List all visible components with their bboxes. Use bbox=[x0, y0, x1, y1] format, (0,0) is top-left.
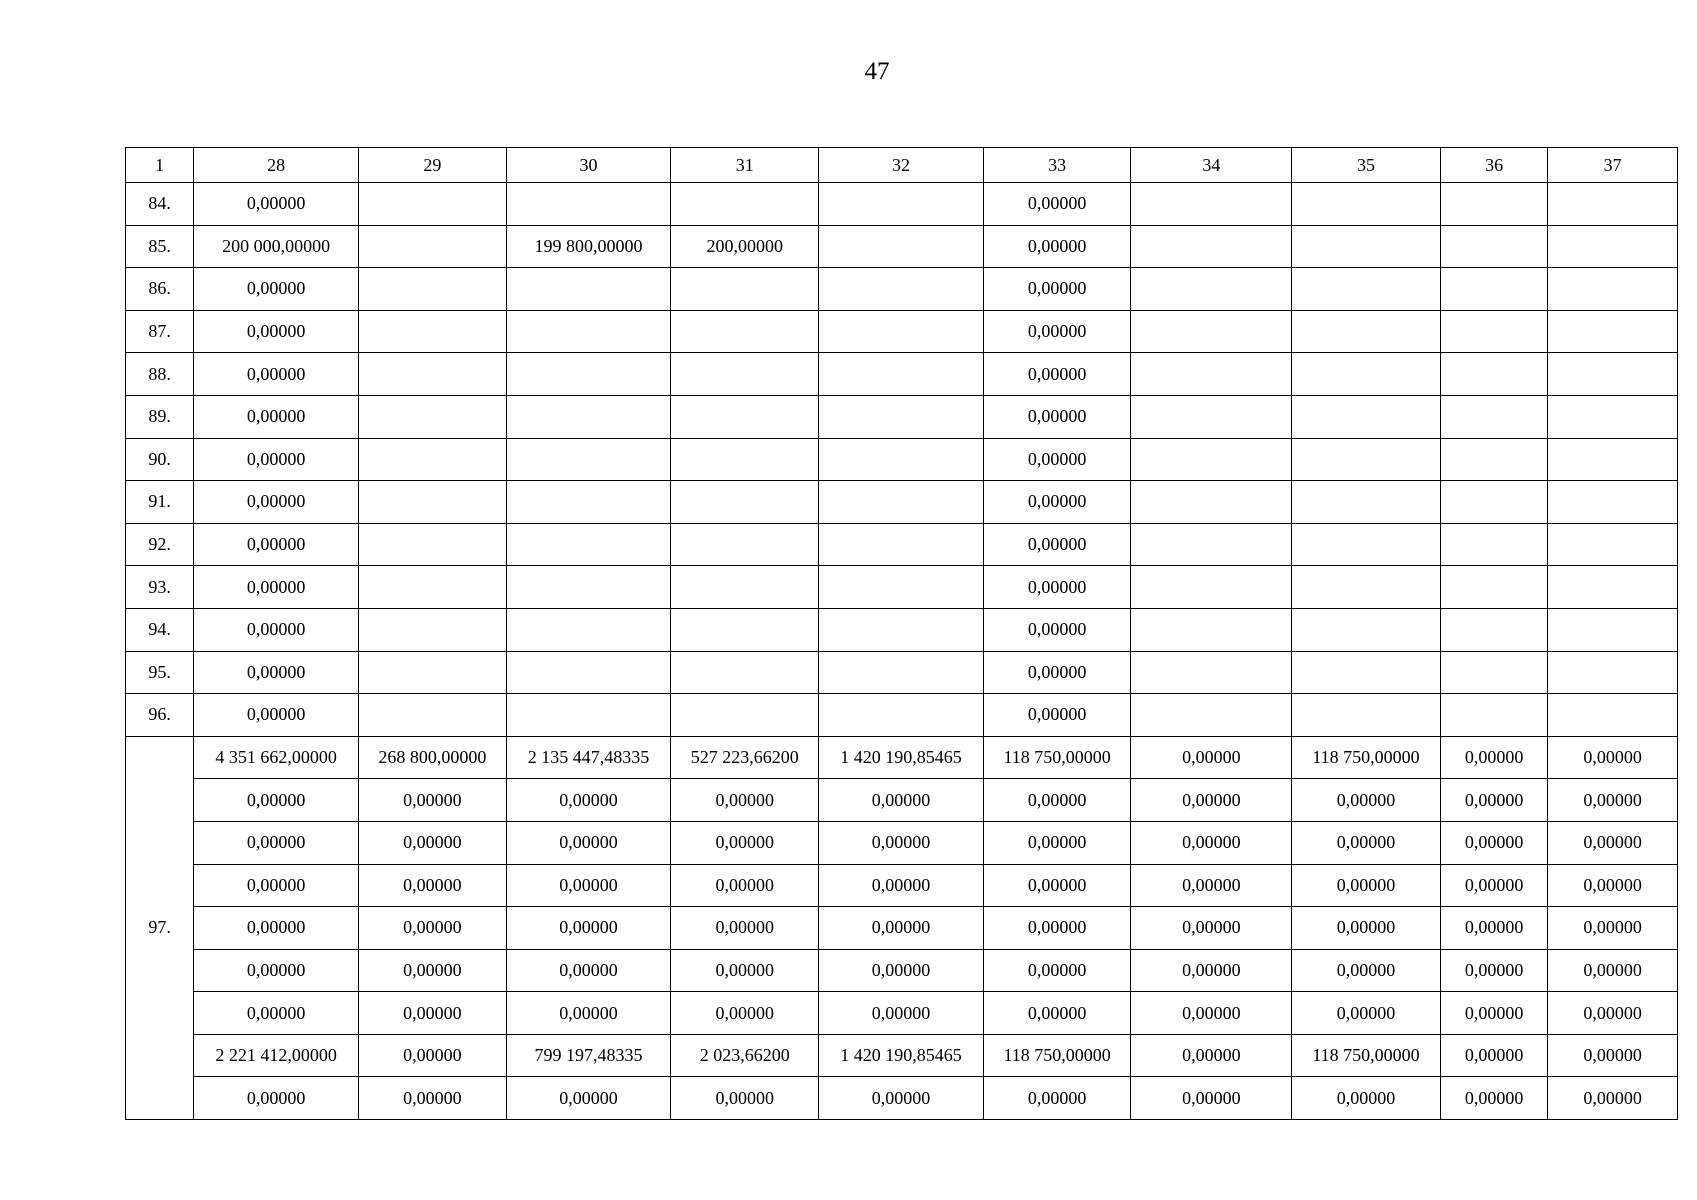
table-cell bbox=[1440, 651, 1547, 694]
table-row bbox=[126, 864, 1678, 907]
table-cell bbox=[1548, 225, 1678, 268]
table-cell: 0,00000 bbox=[1440, 821, 1547, 864]
table-cell: 0,00000 bbox=[983, 310, 1131, 353]
column-header: 37 bbox=[1548, 148, 1678, 183]
row-number: 87. bbox=[126, 310, 194, 353]
table-cell: 0,00000 bbox=[506, 992, 671, 1035]
table-cell bbox=[1292, 481, 1441, 524]
row-number: 95. bbox=[126, 651, 194, 694]
column-header: 30 bbox=[506, 148, 671, 183]
table-cell: 0,00000 bbox=[359, 992, 507, 1035]
table-cell bbox=[506, 566, 671, 609]
table-cell: 0,00000 bbox=[359, 1077, 507, 1120]
table-cell bbox=[506, 651, 671, 694]
table-cell: 2 221 412,00000 bbox=[194, 1034, 359, 1077]
table-cell: 0,00000 bbox=[983, 907, 1131, 950]
table-cell bbox=[1548, 694, 1678, 737]
table-row bbox=[126, 438, 1678, 481]
table-cell: 0,00000 bbox=[194, 438, 359, 481]
table-cell: 0,00000 bbox=[1292, 821, 1441, 864]
table-cell bbox=[1440, 566, 1547, 609]
table-cell: 118 750,00000 bbox=[983, 736, 1131, 779]
table-cell bbox=[1440, 694, 1547, 737]
table-cell bbox=[1440, 353, 1547, 396]
table-cell bbox=[1548, 481, 1678, 524]
table-row bbox=[126, 566, 1678, 609]
table-cell: 0,00000 bbox=[819, 821, 984, 864]
table-cell: 0,00000 bbox=[1292, 949, 1441, 992]
table-row bbox=[126, 779, 1678, 822]
table-cell bbox=[1440, 183, 1547, 226]
table-cell bbox=[1292, 183, 1441, 226]
table-cell: 0,00000 bbox=[194, 481, 359, 524]
table-cell bbox=[1292, 353, 1441, 396]
row-number: 96. bbox=[126, 694, 194, 737]
table-cell bbox=[1440, 608, 1547, 651]
table-row bbox=[126, 183, 1678, 226]
table-cell bbox=[1292, 438, 1441, 481]
table-cell: 0,00000 bbox=[671, 779, 819, 822]
data-table bbox=[125, 147, 1678, 1120]
table-cell: 0,00000 bbox=[359, 1034, 507, 1077]
table-cell: 0,00000 bbox=[1292, 864, 1441, 907]
table-cell: 0,00000 bbox=[671, 992, 819, 1035]
table-cell: 0,00000 bbox=[983, 651, 1131, 694]
table-cell: 0,00000 bbox=[194, 268, 359, 311]
table-cell bbox=[359, 566, 507, 609]
table-cell bbox=[1131, 353, 1292, 396]
table-cell bbox=[1440, 481, 1547, 524]
table-row bbox=[126, 694, 1678, 737]
table-cell: 0,00000 bbox=[983, 694, 1131, 737]
table-cell: 0,00000 bbox=[194, 1077, 359, 1120]
table-cell bbox=[1292, 651, 1441, 694]
table-row bbox=[126, 608, 1678, 651]
table-cell bbox=[819, 566, 984, 609]
table-row bbox=[126, 992, 1678, 1035]
table-cell: 0,00000 bbox=[506, 907, 671, 950]
row-number: 86. bbox=[126, 268, 194, 311]
table-cell: 0,00000 bbox=[1440, 736, 1547, 779]
table-row bbox=[126, 353, 1678, 396]
table-cell: 0,00000 bbox=[1131, 992, 1292, 1035]
table-cell: 0,00000 bbox=[194, 395, 359, 438]
table-cell: 0,00000 bbox=[1131, 864, 1292, 907]
table-cell bbox=[506, 481, 671, 524]
table-cell: 0,00000 bbox=[983, 183, 1131, 226]
table-cell bbox=[359, 268, 507, 311]
table-row bbox=[126, 268, 1678, 311]
table-cell bbox=[671, 481, 819, 524]
table-cell: 200,00000 bbox=[671, 225, 819, 268]
table-cell bbox=[1548, 310, 1678, 353]
row-number: 90. bbox=[126, 438, 194, 481]
table-cell bbox=[1292, 523, 1441, 566]
table-body bbox=[126, 183, 1678, 1120]
table-cell bbox=[359, 481, 507, 524]
table-cell: 799 197,48335 bbox=[506, 1034, 671, 1077]
row-number: 91. bbox=[126, 481, 194, 524]
table-cell: 0,00000 bbox=[983, 949, 1131, 992]
row-number: 92. bbox=[126, 523, 194, 566]
table-cell bbox=[1131, 225, 1292, 268]
table-cell: 0,00000 bbox=[194, 310, 359, 353]
table-cell: 0,00000 bbox=[983, 779, 1131, 822]
row-number: 89. bbox=[126, 395, 194, 438]
table-cell: 0,00000 bbox=[819, 779, 984, 822]
column-header: 29 bbox=[359, 148, 507, 183]
table-cell: 0,00000 bbox=[1548, 736, 1678, 779]
table-cell: 0,00000 bbox=[671, 949, 819, 992]
table-cell: 0,00000 bbox=[1548, 1034, 1678, 1077]
table-cell: 0,00000 bbox=[983, 566, 1131, 609]
table-cell: 0,00000 bbox=[983, 268, 1131, 311]
table-cell: 0,00000 bbox=[1292, 1077, 1441, 1120]
table-cell bbox=[819, 523, 984, 566]
table-cell: 0,00000 bbox=[194, 651, 359, 694]
table-cell: 0,00000 bbox=[194, 353, 359, 396]
table-cell: 0,00000 bbox=[1131, 821, 1292, 864]
table-cell: 0,00000 bbox=[1548, 821, 1678, 864]
table-cell: 4 351 662,00000 bbox=[194, 736, 359, 779]
table-cell: 0,00000 bbox=[1440, 949, 1547, 992]
table-row bbox=[126, 907, 1678, 950]
table-cell: 0,00000 bbox=[359, 949, 507, 992]
table-cell: 200 000,00000 bbox=[194, 225, 359, 268]
table-cell: 0,00000 bbox=[1440, 779, 1547, 822]
table-cell bbox=[1292, 694, 1441, 737]
column-header: 32 bbox=[819, 148, 984, 183]
table-header bbox=[126, 148, 1678, 183]
table-cell bbox=[671, 183, 819, 226]
table-row bbox=[126, 651, 1678, 694]
table-cell bbox=[671, 694, 819, 737]
table-cell: 0,00000 bbox=[1131, 779, 1292, 822]
table-cell bbox=[506, 395, 671, 438]
table-cell: 0,00000 bbox=[1131, 907, 1292, 950]
page-number: 47 bbox=[864, 58, 890, 85]
table-cell: 0,00000 bbox=[1292, 992, 1441, 1035]
table-cell: 0,00000 bbox=[983, 353, 1131, 396]
table-cell: 118 750,00000 bbox=[1292, 736, 1441, 779]
table-cell bbox=[1440, 438, 1547, 481]
table-cell bbox=[1440, 310, 1547, 353]
table-cell bbox=[359, 395, 507, 438]
table-cell: 0,00000 bbox=[983, 523, 1131, 566]
table-cell: 0,00000 bbox=[1131, 1034, 1292, 1077]
table-cell bbox=[819, 608, 984, 651]
table-cell: 0,00000 bbox=[983, 864, 1131, 907]
table-cell bbox=[506, 608, 671, 651]
table-row bbox=[126, 1077, 1678, 1120]
table-cell bbox=[506, 694, 671, 737]
table-cell: 0,00000 bbox=[1440, 1077, 1547, 1120]
table-row bbox=[126, 821, 1678, 864]
table-cell bbox=[1440, 523, 1547, 566]
table-row bbox=[126, 949, 1678, 992]
table-cell: 0,00000 bbox=[194, 779, 359, 822]
table-cell: 0,00000 bbox=[359, 864, 507, 907]
table-cell: 0,00000 bbox=[194, 694, 359, 737]
table-cell bbox=[1440, 268, 1547, 311]
table-cell bbox=[671, 395, 819, 438]
table-cell: 0,00000 bbox=[194, 821, 359, 864]
table-cell bbox=[1548, 438, 1678, 481]
table-cell bbox=[819, 353, 984, 396]
table-cell bbox=[506, 183, 671, 226]
table-cell: 0,00000 bbox=[194, 523, 359, 566]
table-cell bbox=[819, 395, 984, 438]
table-cell: 0,00000 bbox=[1440, 1034, 1547, 1077]
table-cell: 118 750,00000 bbox=[1292, 1034, 1441, 1077]
table-cell bbox=[359, 651, 507, 694]
table-cell bbox=[1292, 566, 1441, 609]
table-cell: 0,00000 bbox=[1548, 992, 1678, 1035]
table-cell bbox=[1131, 268, 1292, 311]
table-cell bbox=[1131, 395, 1292, 438]
table-cell: 0,00000 bbox=[1548, 907, 1678, 950]
table-cell bbox=[1292, 608, 1441, 651]
table-cell: 0,00000 bbox=[1131, 1077, 1292, 1120]
table-cell: 0,00000 bbox=[359, 821, 507, 864]
table-cell: 1 420 190,85465 bbox=[819, 1034, 984, 1077]
table-cell bbox=[819, 651, 984, 694]
table-cell bbox=[506, 353, 671, 396]
table-cell: 0,00000 bbox=[819, 1077, 984, 1120]
table-cell: 199 800,00000 bbox=[506, 225, 671, 268]
table-cell: 118 750,00000 bbox=[983, 1034, 1131, 1077]
table-cell: 0,00000 bbox=[983, 438, 1131, 481]
row-number: 88. bbox=[126, 353, 194, 396]
table-cell: 2 023,66200 bbox=[671, 1034, 819, 1077]
row-number: 94. bbox=[126, 608, 194, 651]
header-row bbox=[126, 148, 1678, 183]
table-cell bbox=[1131, 566, 1292, 609]
table-cell: 0,00000 bbox=[359, 779, 507, 822]
table-cell: 0,00000 bbox=[671, 907, 819, 950]
table-cell bbox=[671, 651, 819, 694]
table-cell bbox=[1131, 523, 1292, 566]
table-row bbox=[126, 310, 1678, 353]
table-cell: 0,00000 bbox=[1440, 907, 1547, 950]
table-cell bbox=[671, 268, 819, 311]
table-cell bbox=[1131, 438, 1292, 481]
table-cell bbox=[671, 310, 819, 353]
table-cell: 0,00000 bbox=[1131, 949, 1292, 992]
table-cell bbox=[1548, 608, 1678, 651]
table-cell bbox=[1548, 395, 1678, 438]
table-row bbox=[126, 523, 1678, 566]
table-cell: 0,00000 bbox=[819, 992, 984, 1035]
table-cell bbox=[506, 438, 671, 481]
table-row bbox=[126, 395, 1678, 438]
table-row bbox=[126, 1034, 1678, 1077]
table-cell bbox=[671, 353, 819, 396]
table-cell bbox=[506, 310, 671, 353]
table-cell: 0,00000 bbox=[194, 183, 359, 226]
table-cell bbox=[1548, 651, 1678, 694]
column-header: 28 bbox=[194, 148, 359, 183]
table-cell bbox=[359, 608, 507, 651]
table-cell: 0,00000 bbox=[194, 992, 359, 1035]
table-cell bbox=[819, 438, 984, 481]
table-cell bbox=[359, 353, 507, 396]
table-cell: 0,00000 bbox=[506, 1077, 671, 1120]
table-cell bbox=[819, 481, 984, 524]
table-cell bbox=[819, 268, 984, 311]
table-cell bbox=[671, 608, 819, 651]
table-cell: 0,00000 bbox=[194, 566, 359, 609]
table-cell bbox=[359, 523, 507, 566]
table-cell: 0,00000 bbox=[506, 779, 671, 822]
table-cell bbox=[359, 225, 507, 268]
table-cell bbox=[819, 694, 984, 737]
table-cell bbox=[1131, 651, 1292, 694]
table-cell: 0,00000 bbox=[671, 821, 819, 864]
table-cell: 0,00000 bbox=[983, 395, 1131, 438]
table-cell bbox=[1548, 353, 1678, 396]
row-number: 84. bbox=[126, 183, 194, 226]
table-cell: 0,00000 bbox=[1440, 864, 1547, 907]
row-number: 85. bbox=[126, 225, 194, 268]
table-row bbox=[126, 225, 1678, 268]
table-cell: 0,00000 bbox=[1292, 779, 1441, 822]
column-header: 33 bbox=[983, 148, 1131, 183]
table-cell bbox=[506, 268, 671, 311]
table-cell: 0,00000 bbox=[194, 907, 359, 950]
table-row bbox=[126, 736, 1678, 779]
table-cell: 0,00000 bbox=[1548, 779, 1678, 822]
column-header: 34 bbox=[1131, 148, 1292, 183]
table-cell bbox=[671, 438, 819, 481]
table-cell: 1 420 190,85465 bbox=[819, 736, 984, 779]
table-cell bbox=[1548, 566, 1678, 609]
table-cell: 0,00000 bbox=[671, 864, 819, 907]
column-header: 36 bbox=[1440, 148, 1547, 183]
table-cell bbox=[359, 183, 507, 226]
table-cell: 0,00000 bbox=[819, 907, 984, 950]
table-cell bbox=[819, 183, 984, 226]
table-cell bbox=[1440, 395, 1547, 438]
table-cell bbox=[1292, 225, 1441, 268]
table-cell bbox=[506, 523, 671, 566]
table-cell: 0,00000 bbox=[983, 821, 1131, 864]
table-cell: 0,00000 bbox=[1131, 736, 1292, 779]
table-cell bbox=[1131, 481, 1292, 524]
table-cell: 0,00000 bbox=[983, 992, 1131, 1035]
table-cell: 0,00000 bbox=[194, 864, 359, 907]
table-cell bbox=[359, 694, 507, 737]
table-cell: 0,00000 bbox=[983, 481, 1131, 524]
table-cell bbox=[1440, 225, 1547, 268]
table-cell bbox=[1548, 268, 1678, 311]
table-cell: 2 135 447,48335 bbox=[506, 736, 671, 779]
table-row bbox=[126, 481, 1678, 524]
table-cell bbox=[359, 310, 507, 353]
table-cell bbox=[1292, 310, 1441, 353]
table-cell: 268 800,00000 bbox=[359, 736, 507, 779]
row-number: 97. bbox=[126, 736, 194, 1119]
table-cell: 0,00000 bbox=[983, 225, 1131, 268]
table-cell bbox=[1131, 608, 1292, 651]
table-cell bbox=[1548, 523, 1678, 566]
table-cell: 0,00000 bbox=[819, 949, 984, 992]
table-cell: 0,00000 bbox=[671, 1077, 819, 1120]
table-cell: 0,00000 bbox=[506, 821, 671, 864]
table-cell bbox=[359, 438, 507, 481]
table-cell bbox=[819, 225, 984, 268]
table-cell: 0,00000 bbox=[359, 907, 507, 950]
table-cell: 0,00000 bbox=[506, 949, 671, 992]
table-cell: 0,00000 bbox=[819, 864, 984, 907]
table-cell: 0,00000 bbox=[1548, 1077, 1678, 1120]
column-header: 35 bbox=[1292, 148, 1441, 183]
table-cell: 0,00000 bbox=[983, 1077, 1131, 1120]
table-cell: 0,00000 bbox=[1292, 907, 1441, 950]
column-header: 31 bbox=[671, 148, 819, 183]
table-cell: 527 223,66200 bbox=[671, 736, 819, 779]
table-cell: 0,00000 bbox=[1548, 864, 1678, 907]
table-cell bbox=[1292, 395, 1441, 438]
column-header: 1 bbox=[126, 148, 194, 183]
table-cell bbox=[1131, 694, 1292, 737]
table-cell: 0,00000 bbox=[983, 608, 1131, 651]
table-cell: 0,00000 bbox=[194, 949, 359, 992]
row-number: 93. bbox=[126, 566, 194, 609]
table-cell bbox=[1292, 268, 1441, 311]
table-cell bbox=[1131, 183, 1292, 226]
table-cell: 0,00000 bbox=[194, 608, 359, 651]
table-cell: 0,00000 bbox=[1548, 949, 1678, 992]
table-cell bbox=[1131, 310, 1292, 353]
table-cell bbox=[819, 310, 984, 353]
table-cell: 0,00000 bbox=[1440, 992, 1547, 1035]
table-cell bbox=[1548, 183, 1678, 226]
table-cell bbox=[671, 523, 819, 566]
table-cell: 0,00000 bbox=[506, 864, 671, 907]
table-cell bbox=[671, 566, 819, 609]
